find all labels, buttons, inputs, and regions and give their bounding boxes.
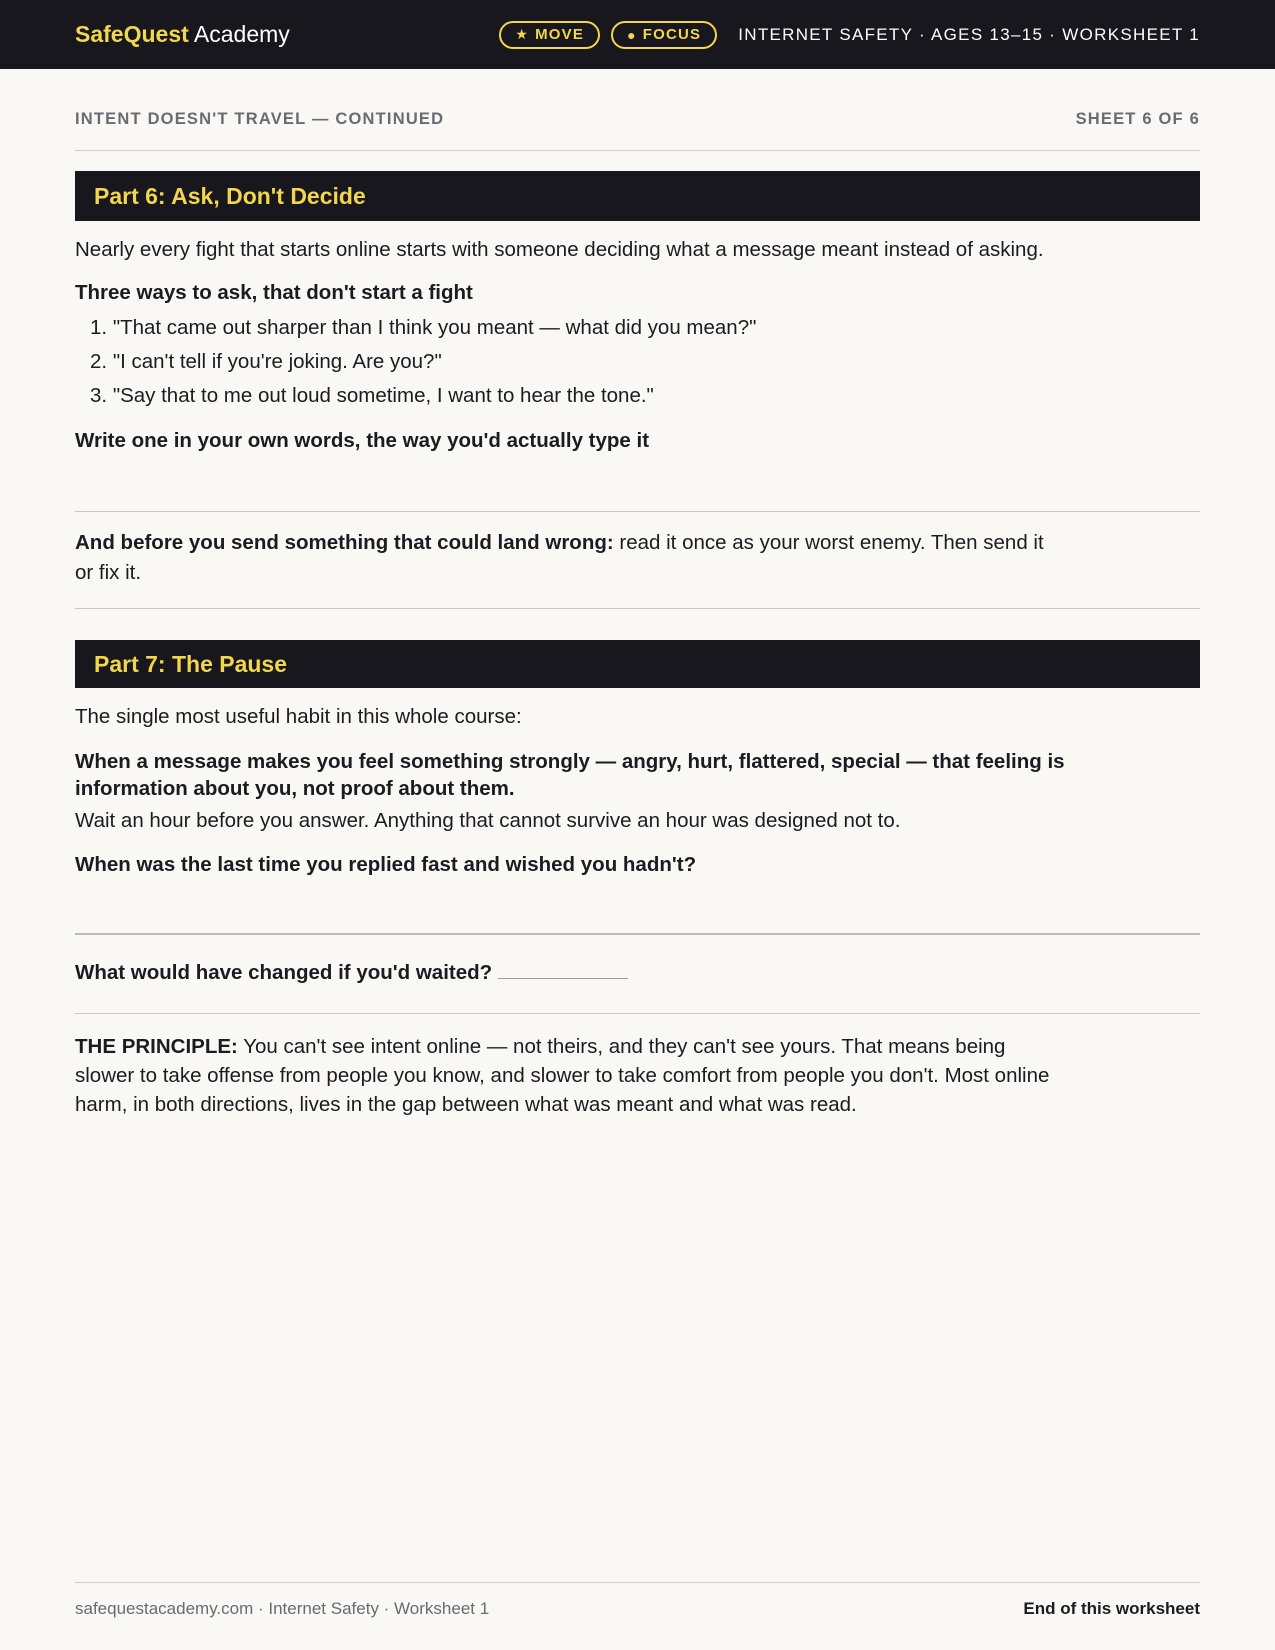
brand-suffix: Academy [193, 21, 290, 47]
dot-icon: ● [627, 26, 637, 43]
ask-list [75, 311, 1200, 413]
part-7-heading: Part 7: The Pause [75, 640, 1200, 688]
star-icon: ★ [515, 26, 530, 42]
reflection-question-2: What would have changed if you'd waited? [75, 961, 1200, 985]
pause-highlight: When a message makes you feel something strongly — angry, hurt, flattered, special — that feeling is information about you, not proof about them. [75, 750, 1065, 800]
ask-list-title: Three ways to ask, that don't start a fight [75, 281, 473, 304]
top-bar [0, 0, 1275, 69]
focus-badge [611, 21, 717, 49]
part-6-intro: Nearly every fight that starts online starts with someone deciding what a message meant instead of asking. [75, 238, 1044, 261]
course-label: INTERNET SAFETY · AGES 13–15 · WORKSHEET 1 [738, 24, 1200, 44]
write-prompt: Write one in your own words, the way you'd actually type it [75, 429, 650, 452]
move-badge [499, 21, 600, 49]
sheet-title: INTENT DOESN'T TRAVEL — CONTINUED [75, 110, 445, 128]
part-7-intro: The single most useful habit in this whole course: [75, 705, 522, 728]
page-footer [75, 1582, 1200, 1627]
brand-logo [75, 21, 290, 48]
principle-note: THE PRINCIPLE: You can't see intent online — not theirs, and they can't see yours. That means being slower to take offense from people you know, and slower to take comfort from people you don't. Most online harm, in both directions, lives in the gap between what was meant and what was read. [75, 1035, 1050, 1116]
send-tip-lead: And before you send something that could land wrong: [75, 531, 614, 554]
reflection-question-1: When was the last time you replied fast and wished you hadn't? [75, 853, 697, 876]
principle-label: THE PRINCIPLE: [75, 1035, 238, 1058]
worksheet-body [75, 69, 1200, 1119]
pause-detail: Wait an hour before you answer. Anything that cannot survive an hour was designed not to. [75, 809, 901, 832]
inline-answer-blank[interactable] [498, 977, 628, 979]
footer-end-note: End of this worksheet [1023, 1599, 1200, 1618]
sheet-page-number: SHEET 6 OF 6 [1075, 110, 1200, 128]
brand-name: SafeQuest [75, 21, 189, 47]
sheet-header [75, 69, 1200, 151]
part-6-heading: Part 6: Ask, Don't Decide [75, 171, 1200, 221]
list-item: 1. "That came out sharper than I think you meant — what did you mean?" [90, 316, 757, 339]
focus-badge-label: FOCUS [642, 26, 702, 43]
send-tip: And before you send something that could land wrong: read it once as your worst enemy. Then send it or fix it. [75, 531, 1044, 584]
list-item: 3. "Say that to me out loud sometime, I want to hear the tone." [90, 384, 654, 407]
move-badge-label: MOVE [535, 26, 585, 43]
footer-site-info: safequestacademy.com · Internet Safety · Worksheet 1 [75, 1599, 490, 1618]
list-item: 2. "I can't tell if you're joking. Are you?" [90, 350, 442, 373]
